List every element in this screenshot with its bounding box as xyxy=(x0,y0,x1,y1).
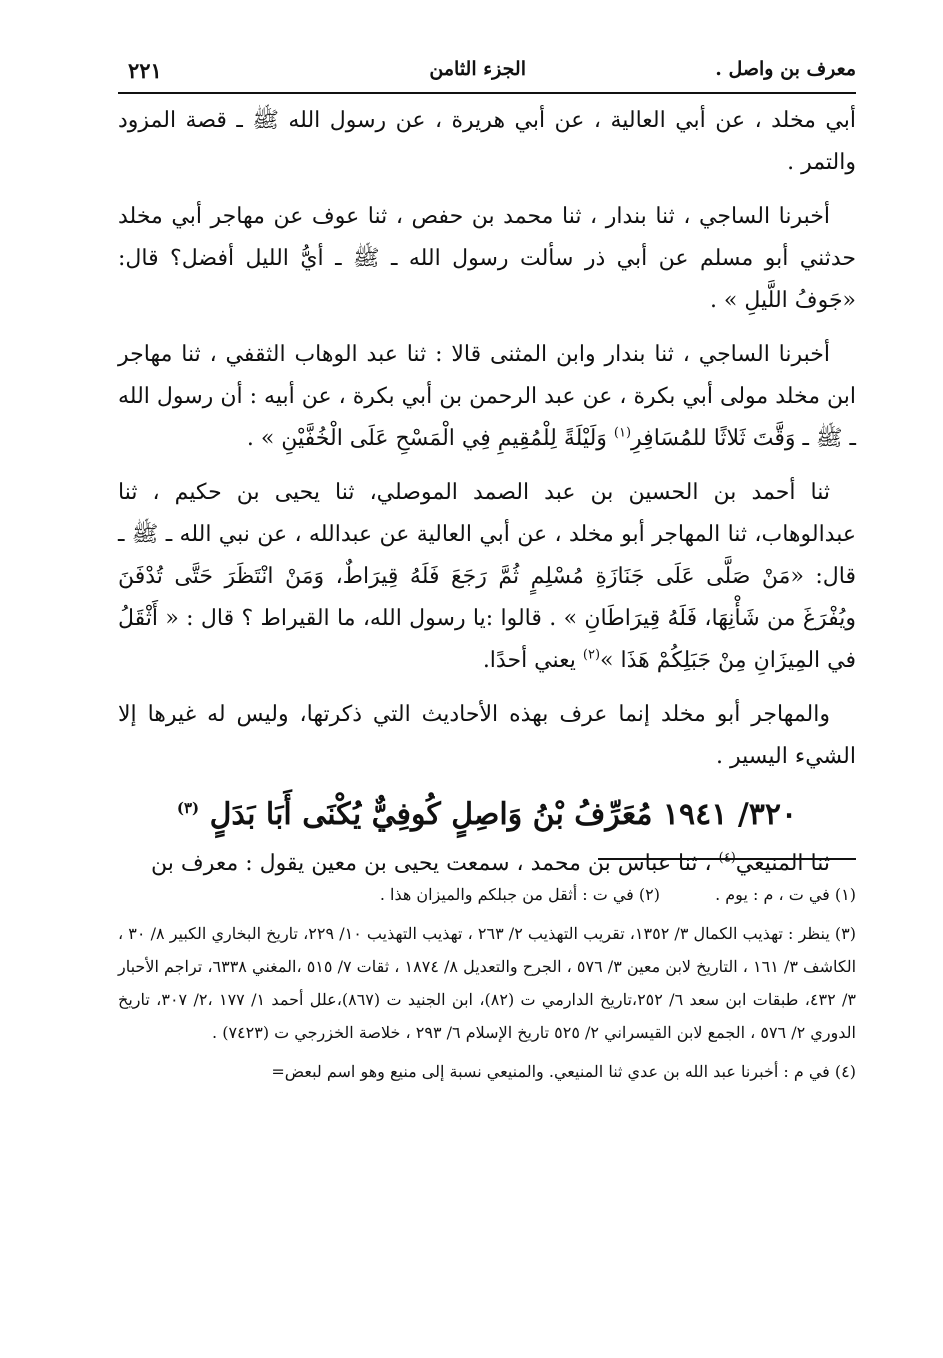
footnote-divider xyxy=(598,858,856,860)
footnote-1: (١) في ت ، م : يوم . xyxy=(715,885,856,904)
part-label: الجزء الثامن xyxy=(429,58,526,80)
footnotes xyxy=(118,878,856,1094)
footnote-mark: (١) xyxy=(613,425,632,441)
paragraph: أبي مخلد ، عن أبي العالية ، عن أبي هريرة ، عن رسول الله ﷺ ـ قصة المزود والتمر . xyxy=(118,108,856,175)
paragraph-text: أخبرنا الساجي ، ثنا بندار وابن المثنى قالا : ثنا عبد الوهاب الثقفي ، ثنا مهاجر ابن مخلد مولى أبي بكرة ، عن عبد الرحمن بن أبي بكرة ، عن أبيه : أن رسول الله ـ ﷺ ـ وَقَّتَ ثَلاثًا للمُسَافِرِ xyxy=(118,342,856,451)
footnote-4: (٤) في م : أخبرنا عبد الله بن عدي ثنا المنيعي. والمنيعي نسبة إلى منيع وهو اسم لبعض= xyxy=(271,1062,856,1081)
paragraph-text-tail: يعني أحدًا. xyxy=(482,648,576,673)
page-header xyxy=(118,52,856,94)
page-number: ٢٢١ xyxy=(128,58,162,83)
entry-heading-text: ٣٢٠/ ١٩٤١ مُعَرِّفُ بْنُ وَاصِلٍ كُوفِيٌّ يُكْنَى أَبَا بَدَلٍ xyxy=(209,797,798,832)
running-title: معرف بن واصل . xyxy=(715,58,856,80)
paragraph-text: ثنا المنيعي xyxy=(735,851,830,876)
footnote-mark: (٢) xyxy=(582,647,601,663)
paragraph xyxy=(118,472,856,682)
footnote-2: (٢) في ت : أثقل من جبلكم والميزان هذا . xyxy=(379,885,660,904)
main-text xyxy=(118,100,856,897)
footnote-3: (٣) ينظر : تهذيب الكمال ٣/ ١٣٥٢، تقريب التهذيب ٢/ ٢٦٣ ، تهذيب التهذيب ١٠/ ٢٢٩، تاريخ البخاري الكبير ٨/ ٣٠ ، الكاشف ٣/ ١٦١ ، التاريخ لابن معين ٣/ ٥٧٦ ، الجرح والتعديل ٨/ ١٨٧٤ ، ثقات ٧/ ٥١٥ ،المغني ٦٣٣٨، تراجم الأحبار ٣/ ٤٣٢، طبقات ابن سعد ٦/ ٢٥٢،تاريخ الدارمي ت (٨٢)، ابن الجنيد ت (٨٦٧)،علل أحمد ١/ ١٧٧ ،٢/ ٣٠٧، تاريخ الدوري ٢/ ٥٧٦ ، الجمع لابن القيسراني ٢/ ٥٢٥ تاريخ الإسلام ٦/ ٢٩٣ ، خلاصة الخزرجي ت (٧٤٢٣) . xyxy=(118,924,857,1042)
footnote-row xyxy=(118,878,856,911)
paragraph-text-tail: ، ثنا عباس بن محمد ، سمعت يحيى بن معين يقول : معرف بن xyxy=(151,851,712,876)
footnote-mark: (٤) xyxy=(718,850,736,866)
paragraph: والمهاجر أبو مخلد إنما عرف بهذه الأحاديث التي ذكرتها، وليس له غيرها إلا الشيء اليسير . xyxy=(118,702,856,769)
paragraph: أخبرنا الساجي ، ثنا بندار ، ثنا محمد بن حفص ، ثنا عوف عن مهاجر أبي مخلد حدثني أبو مسلم عن أبي ذر سألت رسول الله ـ ﷺ ـ أيُّ الليل أفضل؟ قال: «جَوفُ اللَّيلِ » . xyxy=(118,204,856,313)
footnote-mark: (٣) xyxy=(176,799,200,817)
paragraph-text: ثنا أحمد بن الحسين بن عبد الصمد الموصلي، ثنا يحيى بن حكيم ، ثنا عبدالوهاب، ثنا المهاجر أبو مخلد ، عن أبي العالية عن عبدالله ، عن نبي الله ـ ﷺ ـ قال: «مَنْ صَلَّى عَلَى جَنَازَةِ مُسْلِمٍ ثُمَّ رَجَعَ فَلَهُ قِيرَاطٌ، وَمَنْ انْتَظَرَ حَتَّى تُدْفَنَ ويُفْرَغَ من شَأْنِهَا، فَلَهُ قِيرَاطَانِ » . قالوا :يا رسول الله، ما القيراط ؟ قال : « أَثْقَلُ في المِيزَانِ مِنْ جَبَلِكُمْ هَذَا » xyxy=(118,480,856,673)
paragraph-text-tail: وَلَيْلَةً لِلْمُقِيمِ فِي الْمَسْحِ عَلَى الْخُفَّيْنِ » . xyxy=(246,426,607,451)
entry-heading xyxy=(118,786,856,837)
paragraph xyxy=(118,334,856,460)
